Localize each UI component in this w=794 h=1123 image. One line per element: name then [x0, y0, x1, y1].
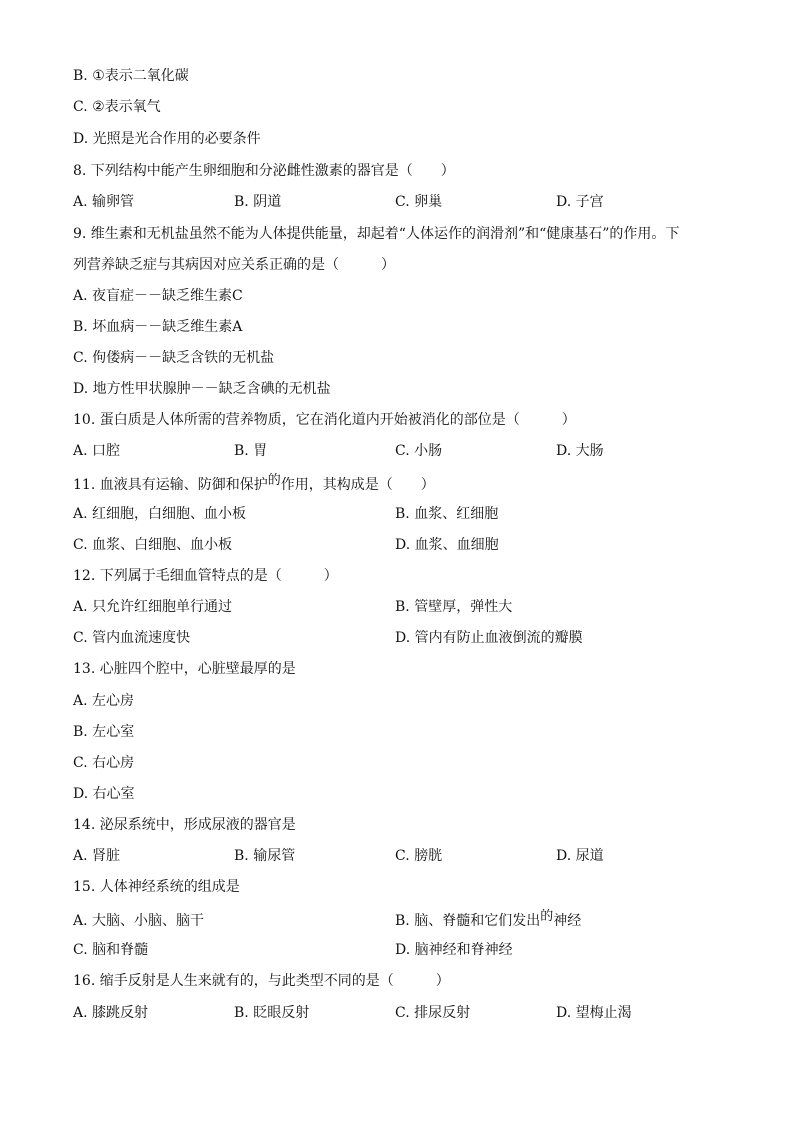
q13-option-b: B. 左心室 — [73, 724, 135, 740]
q12-option-a: A. 只允许红细胞单行通过 — [73, 599, 233, 615]
q8-option-d: D. 子宫 — [556, 194, 604, 210]
q13-option-a: A. 左心房 — [73, 693, 135, 709]
q15-options-row1 — [73, 911, 733, 931]
q15-option-b-start: B. 脑、脊髓和它们发出 — [395, 913, 541, 929]
q14-options — [73, 846, 733, 866]
q12-options-row1 — [73, 597, 733, 617]
question-9-line1: 9. 维生素和无机盐虽然不能为人体提供能量，却起着“人体运作的润滑剂”和“健康基石”的作用。下 — [73, 226, 680, 242]
q9-option-c: C. 佝偻病－－缺乏含铁的无机盐 — [73, 350, 275, 366]
q12-option-b: B. 管壁厚，弹性大 — [395, 599, 513, 615]
q13-option-c: C. 右心房 — [73, 755, 135, 771]
question-13: 13. 心脏四个腔中，心脏壁最厚的是 — [73, 661, 296, 677]
q11-raised-char: 的 — [267, 473, 281, 488]
q11-option-a: A. 红细胞，白细胞、血小板 — [73, 506, 247, 522]
q8-option-a: A. 输卵管 — [73, 194, 135, 210]
q11-options-row2 — [73, 535, 733, 555]
question-11 — [73, 475, 435, 496]
q10-option-b: B. 胃 — [234, 443, 268, 459]
q15-option-d: D. 脑神经和脊神经 — [395, 942, 513, 958]
q15-option-a: A. 大脑、小脑、脑干 — [73, 913, 205, 929]
q7-option-b: B. ①表示二氧化碳 — [73, 68, 189, 84]
q12-options-row2 — [73, 628, 733, 648]
q9-option-a: A. 夜盲症－－缺乏维生素C — [73, 288, 243, 304]
q15-option-b — [395, 911, 581, 932]
q10-option-c: C. 小肠 — [395, 443, 443, 459]
q15-option-b-end: 神经 — [553, 913, 582, 929]
q10-option-d: D. 大肠 — [556, 443, 604, 459]
q11-text-end: 作用，其构成是（ ） — [280, 477, 435, 493]
q13-option-d: D. 右心室 — [73, 786, 135, 802]
q8-option-b: B. 阴道 — [234, 194, 282, 210]
q15-option-c: C. 脑和脊髓 — [73, 942, 149, 958]
q16-option-d: D. 望梅止渴 — [556, 1005, 632, 1021]
question-9-line2: 列营养缺乏症与其病因对应关系正确的是（ ） — [73, 257, 395, 273]
question-14: 14. 泌尿系统中，形成尿液的器官是 — [73, 817, 296, 833]
q14-option-d: D. 尿道 — [556, 848, 604, 864]
q11-option-c: C. 血浆、白细胞、血小板 — [73, 537, 233, 553]
q11-option-b: B. 血浆、红细胞 — [395, 506, 499, 522]
q11-option-d: D. 血浆、血细胞 — [395, 537, 499, 553]
q15-option-b-raised-char: 的 — [540, 909, 554, 924]
q9-option-b: B. 坏血病－－缺乏维生素A — [73, 319, 243, 335]
q14-option-c: C. 膀胱 — [395, 848, 443, 864]
q16-option-b: B. 眨眼反射 — [234, 1005, 310, 1021]
q12-option-d: D. 管内有防止血液倒流的瓣膜 — [395, 630, 583, 646]
question-12: 12. 下列属于毛细血管特点的是（ ） — [73, 568, 338, 584]
q10-options — [73, 441, 733, 461]
q16-option-c: C. 排尿反射 — [395, 1005, 471, 1021]
q14-option-a: A. 肾脏 — [73, 848, 121, 864]
question-15: 15. 人体神经系统的组成是 — [73, 879, 240, 895]
question-8: 8. 下列结构中能产生卵细胞和分泌雌性激素的器官是（ ） — [73, 163, 455, 179]
q16-option-a: A. 膝跳反射 — [73, 1005, 149, 1021]
q7-option-d: D. 光照是光合作用的必要条件 — [73, 131, 261, 147]
q7-option-c: C. ②表示氧气 — [73, 99, 161, 115]
q15-options-row2 — [73, 940, 733, 960]
q8-option-c: C. 卵巢 — [395, 194, 443, 210]
q9-option-d: D. 地方性甲状腺肿－－缺乏含碘的无机盐 — [73, 381, 331, 397]
q10-option-a: A. 口腔 — [73, 443, 121, 459]
q11-text-start: 11. 血液具有运输、防御和保护 — [73, 477, 268, 493]
question-10: 10. 蛋白质是人体所需的营养物质，它在消化道内开始被消化的部位是（ ） — [73, 412, 576, 428]
q8-options — [73, 192, 733, 212]
q14-option-b: B. 输尿管 — [234, 848, 296, 864]
q16-options — [73, 1003, 733, 1023]
question-16: 16. 缩手反射是人生来就有的，与此类型不同的是（ ） — [73, 973, 450, 989]
q12-option-c: C. 管内血流速度快 — [73, 630, 191, 646]
q11-options-row1 — [73, 504, 733, 524]
